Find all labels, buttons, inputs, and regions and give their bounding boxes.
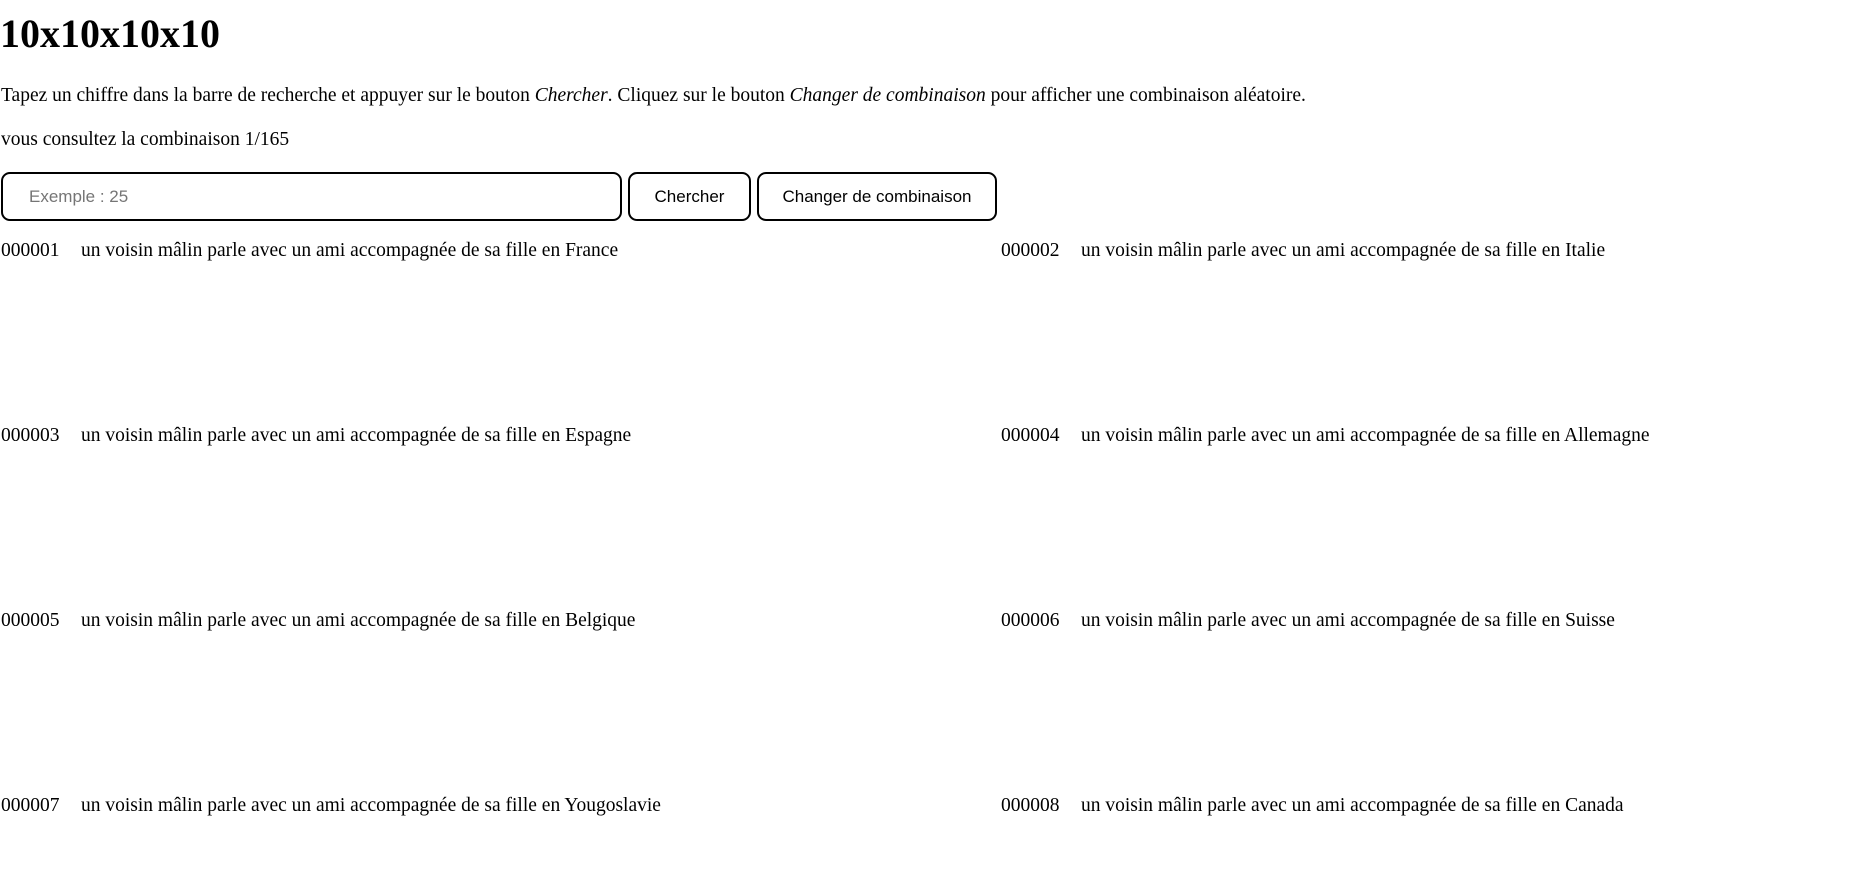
entry-number: 000008 (1001, 795, 1060, 816)
search-bar (1, 172, 997, 221)
list-item (1, 424, 631, 448)
change-combination-button[interactable]: Changer de combinaison (757, 172, 997, 221)
list-item (1, 239, 618, 263)
entry-number: 000006 (1001, 610, 1060, 631)
entry-text: un voisin mâlin parle avec un ami accompagnée de sa fille en Belgique (81, 610, 636, 631)
search-button[interactable]: Chercher (628, 172, 751, 221)
combination-counter: vous consultez la combinaison 1/165 (1, 129, 290, 150)
instructions-chercher: Chercher (534, 85, 608, 106)
entry-text: un voisin mâlin parle avec un ami accompagnée de sa fille en Italie (1081, 240, 1606, 261)
list-item (1001, 609, 1615, 633)
entry-text: un voisin mâlin parle avec un ami accompagnée de sa fille en Suisse (1081, 610, 1615, 631)
instructions-text-2: . Cliquez sur le bouton (607, 85, 790, 106)
search-input[interactable] (1, 172, 622, 221)
instructions (1, 84, 1306, 108)
entry-number: 000005 (1, 610, 60, 631)
entry-number: 000003 (1, 425, 60, 446)
entry-text: un voisin mâlin parle avec un ami accompagnée de sa fille en Canada (1081, 795, 1624, 816)
entry-text: un voisin mâlin parle avec un ami accompagnée de sa fille en Yougoslavie (81, 795, 661, 816)
list-item (1001, 239, 1605, 263)
list-item (1, 794, 661, 818)
instructions-text-1: Tapez un chiffre dans la barre de recherche et appuyer sur le bouton (1, 85, 535, 106)
entry-number: 000004 (1001, 425, 1060, 446)
list-item (1, 609, 635, 633)
page-title: 10x10x10x10 (0, 11, 220, 56)
instructions-text-3: pour afficher une combinaison aléatoire. (985, 85, 1306, 106)
instructions-changer: Changer de combinaison (789, 85, 986, 106)
entry-number: 000001 (1, 240, 60, 261)
entry-text: un voisin mâlin parle avec un ami accompagnée de sa fille en Espagne (81, 425, 632, 446)
entry-number: 000007 (1, 795, 60, 816)
entry-text: un voisin mâlin parle avec un ami accompagnée de sa fille en Allemagne (1081, 425, 1650, 446)
entry-text: un voisin mâlin parle avec un ami accompagnée de sa fille en France (81, 240, 619, 261)
list-item (1001, 794, 1624, 818)
list-item (1001, 424, 1650, 448)
entry-number: 000002 (1001, 240, 1060, 261)
